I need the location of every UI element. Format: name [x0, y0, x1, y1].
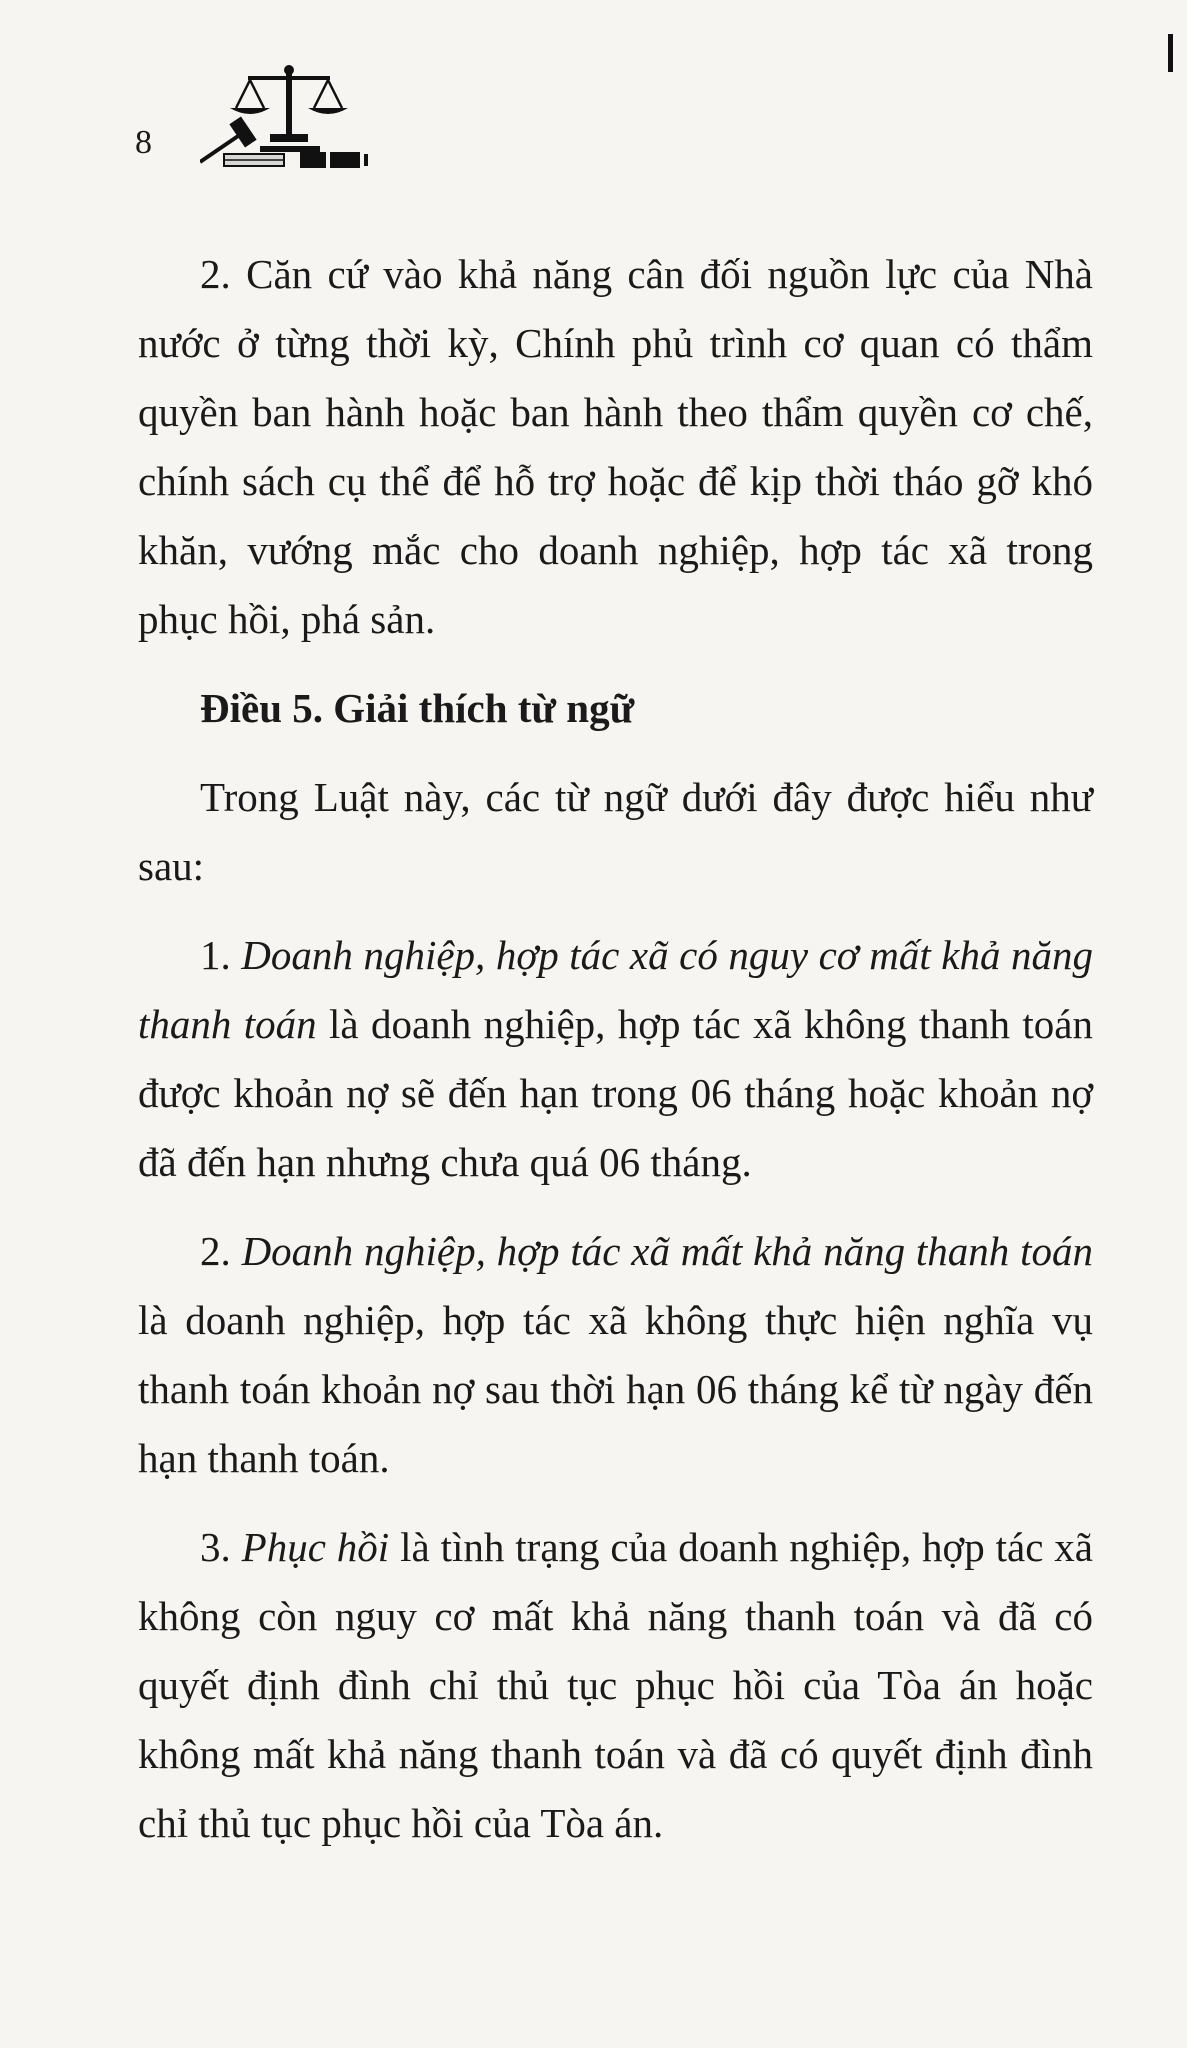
definition-body: là tình trạng của doanh nghiệp, hợp tác xã không còn nguy cơ mất khả năng thanh toán và đã có quyết định đình chỉ thủ tục phục hồi của Tòa án hoặc không mất khả năng thanh toán và đã có quyết định đình chỉ thủ tục phục hồi của Tòa án. — [138, 1524, 1094, 1846]
definition-body: là doanh nghiệp, hợp tác xã không thực hiện nghĩa vụ thanh toán khoản nợ sau thời hạn 06 tháng kể từ ngày đến hạn thanh toán. — [138, 1297, 1093, 1481]
definition-term: Phục hồi — [241, 1524, 390, 1570]
definition-term: Doanh nghiệp, hợp tác xã có nguy cơ mất khả năng thanh toán — [138, 932, 1093, 1047]
definition-body: là doanh nghiệp, hợp tác xã không thanh toán được khoản nợ sẽ đến hạn trong 06 tháng hoặc khoản nợ đã đến hạn nhưng chưa quá 06 tháng. — [138, 1001, 1093, 1185]
definition-item — [138, 921, 1093, 1197]
definition-number: 2. — [200, 1228, 242, 1274]
definition-item — [138, 1217, 1093, 1493]
definition-number: 3. — [200, 1524, 242, 1570]
article-title: Điều 5. Giải thích từ ngữ — [200, 685, 635, 731]
scales-of-justice-gavel-icon — [200, 62, 370, 170]
page-number: 8 — [135, 124, 152, 161]
page-edge-mark — [1168, 34, 1173, 72]
definition-item — [138, 1513, 1093, 1858]
definition-term: Doanh nghiệp, hợp tác xã mất khả năng thanh toán — [241, 1228, 1094, 1274]
definition-number: 1. — [200, 932, 242, 978]
paragraph: 2. Căn cứ vào khả năng cân đối nguồn lực của Nhà nước ở từng thời kỳ, Chính phủ trình cơ quan có thẩm quyền ban hành hoặc ban hành theo thẩm quyền cơ chế, chính sách cụ thể để hỗ trợ hoặc để kịp thời tháo gỡ khó khăn, vướng mắc cho doanh nghiệp, hợp tác xã trong phục hồi, phá sản. — [138, 251, 1093, 642]
definitions-intro: Trong Luật này, các từ ngữ dưới đây được hiểu như sau: — [138, 774, 1093, 889]
page-body — [138, 240, 1093, 1878]
